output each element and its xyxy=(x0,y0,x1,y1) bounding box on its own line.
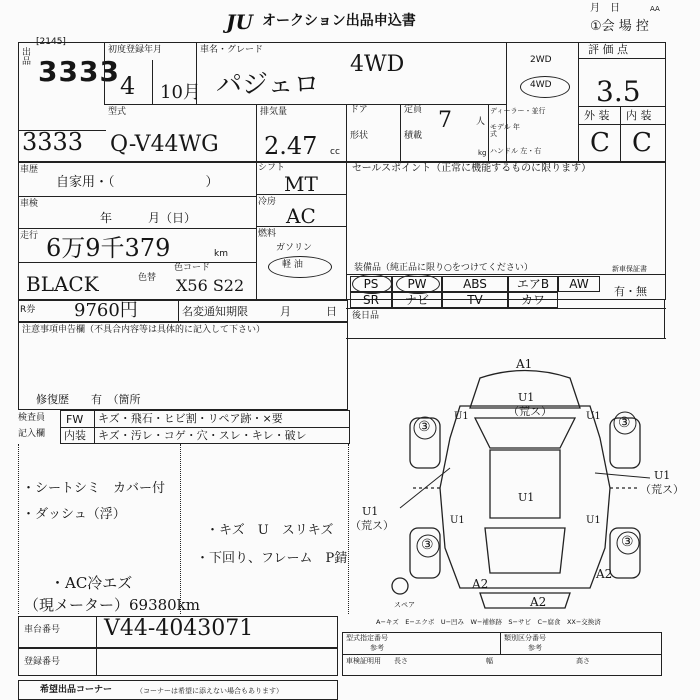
first-reg-year: 4 xyxy=(120,72,136,100)
mark-a2-right: A2 xyxy=(596,567,613,581)
displacement-value: 2.47 xyxy=(264,132,318,160)
note-5: ・AC冷エズ xyxy=(50,574,133,592)
mark-three-rr: ③ xyxy=(621,534,634,550)
mark-u-center: U1 xyxy=(518,491,535,504)
equip-ps: PS xyxy=(350,276,392,292)
note-2: ・ダッシュ（浮） xyxy=(22,507,126,522)
equip-pw-circle xyxy=(396,274,440,294)
ju-logo: JU xyxy=(226,10,253,34)
recycle-month: 月 xyxy=(280,305,291,318)
type-spec-ref1: 参考 xyxy=(370,644,384,652)
grade-label: 評 価 点 xyxy=(588,43,628,56)
car-name-label: 車名・グレード xyxy=(200,45,264,55)
inner-value: C xyxy=(632,128,652,158)
vin-label: 車台番号 xyxy=(24,625,61,635)
vin-value: V44-4043071 xyxy=(104,616,254,641)
equip-pw: PW xyxy=(392,276,442,292)
dims-label: 車検証明用 xyxy=(346,657,381,665)
equip-sr: SR xyxy=(350,292,392,308)
inspector-row2: キズ・汚レ・コゲ・穴・スレ・キレ・破レ xyxy=(98,429,307,442)
lot-side-label: 出品 xyxy=(20,47,30,65)
kg-label: kg xyxy=(478,149,487,157)
inspector-fw: FW xyxy=(66,413,84,426)
after-inspection-label: 後日品 xyxy=(352,311,380,321)
equip-aw: AW xyxy=(558,276,600,292)
aa-label: AA xyxy=(650,5,660,13)
drive-4wd: 4WD xyxy=(530,80,552,90)
recycle-day: 日 xyxy=(326,305,337,318)
recycle-label: R券 xyxy=(20,305,36,315)
form-title: オークション出品申込書 xyxy=(262,13,416,29)
mark-a2-mid: A2 xyxy=(530,595,547,609)
mark-three-rf: ③ xyxy=(618,415,631,431)
venue-copy-label: ①会 場 控 xyxy=(590,19,649,34)
equip-tv: TV xyxy=(442,292,508,308)
color-value: BLACK xyxy=(26,272,99,296)
repair-history-label: 修復歴 有 （箇所 xyxy=(36,393,141,406)
mark-u-top: U1 xyxy=(518,391,535,404)
name-change-label: 名変通知期限 xyxy=(182,305,248,318)
note-4: ・下回り、フレーム P錆 xyxy=(196,551,348,566)
shape-label: 形状 xyxy=(350,131,369,141)
equip-airbag: エアB xyxy=(508,276,558,292)
reg-label: 登録番号 xyxy=(24,657,61,667)
shift-label: シフト xyxy=(258,163,286,173)
dims-len: 長さ xyxy=(394,657,408,665)
mark-spare: スペア xyxy=(394,601,415,609)
mileage-label: 走行 xyxy=(20,231,39,241)
inspector-row1: キズ・飛石・ヒビ割・リペア跡・×要 xyxy=(98,412,283,425)
fuel-diesel: 軽 油 xyxy=(282,260,303,270)
new-warranty-value: 有・無 xyxy=(614,285,647,298)
mark-u-top2: （荒ス） xyxy=(508,405,552,418)
lot-number: 3333 xyxy=(38,55,120,88)
doors-label: ドア xyxy=(350,105,368,115)
model-value: Q-V44WG xyxy=(110,132,219,157)
inspector-interior: 内装 xyxy=(64,429,86,442)
load-label: 積載 xyxy=(404,131,423,141)
equip-leather: カワ xyxy=(508,292,558,308)
mileage-unit: km xyxy=(214,249,228,259)
mark-u-rf: U1 xyxy=(586,411,601,422)
mark-u-left: U1 xyxy=(362,505,379,518)
type-spec-label1: 型式指定番号 xyxy=(346,634,388,642)
car-name-value: パジェロ xyxy=(216,70,320,100)
dealer-label: ディーラー・並行 xyxy=(490,107,546,115)
inspection-label: 車検 xyxy=(20,199,39,209)
capacity-label: 定員 xyxy=(404,105,423,115)
fuel-label: 燃料 xyxy=(258,229,277,239)
inspector-label2: 記入欄 xyxy=(18,429,46,439)
reg-box xyxy=(18,648,338,676)
color-code: X56 S22 xyxy=(176,276,245,295)
car-name-extra: 4WD xyxy=(350,52,405,77)
outer-label: 外 装 xyxy=(584,109,610,122)
first-reg-label: 初度登録年月 xyxy=(108,45,163,55)
drive-2wd: 2WD xyxy=(530,55,552,65)
inspector-label1: 検査員 xyxy=(18,413,46,423)
equip-navi: ナビ xyxy=(392,292,442,308)
equipment-label: 装備品（純正品に限り○をつけてください） xyxy=(354,263,533,273)
model-label: 型式 xyxy=(108,107,127,117)
mark-three-lr: ③ xyxy=(421,537,434,553)
equip-abs: ABS xyxy=(442,276,508,292)
inner-label: 内 装 xyxy=(626,109,652,122)
model-year-label: モデル 年式 xyxy=(490,123,520,138)
capacity-value: 7 xyxy=(438,108,452,133)
dims-width: 幅 xyxy=(486,657,493,665)
new-warranty-label: 新車保証書 xyxy=(612,265,647,273)
handle-label: ハンドル 左・右 xyxy=(490,147,542,155)
wish-corner-note: （コーナーは希望に添えない場合もあります） xyxy=(136,687,283,695)
model-prefix: 3333 xyxy=(22,128,84,156)
notes-label: 注意事項申告欄（不具合内容等は具体的に記入して下さい） xyxy=(22,325,266,335)
color-no-label: 色替 xyxy=(138,273,157,283)
mark-u-lf: U1 xyxy=(454,411,469,422)
mark-u-right: U1 xyxy=(654,469,671,482)
mark-u-rear-left: U1 xyxy=(450,515,465,526)
damage-legend: A−キズ E−エクボ U−凹み W−補修跡 S−サビ C−腐食 XX−交換済 xyxy=(376,618,601,626)
displacement-unit: cc xyxy=(330,147,340,157)
history-value: 自家用・（ ） xyxy=(56,175,219,190)
history-label: 車歴 xyxy=(20,165,39,175)
note-3: ・キズ U スリキズ xyxy=(206,523,334,538)
capacity-unit: 人 xyxy=(476,117,486,127)
outer-value: C xyxy=(590,128,610,158)
mark-a2-left: A2 xyxy=(472,577,489,591)
mark-u-left-sub: （荒ス） xyxy=(350,519,394,532)
ac-label: 冷房 xyxy=(258,197,277,207)
mark-three-lf: ③ xyxy=(418,419,431,435)
mark-a1: A1 xyxy=(516,357,533,371)
type-spec-ref2: 参考 xyxy=(528,644,542,652)
recycle-value: 9760円 xyxy=(74,300,138,321)
first-reg-month: 10月 xyxy=(160,82,201,103)
ac-value: AC xyxy=(286,204,316,228)
mark-u-rear-right: U1 xyxy=(586,515,601,526)
grade-value: 3.5 xyxy=(596,75,641,108)
sales-point-label: セールスポイント（正常に機能するものに限ります） xyxy=(352,163,592,174)
inspection-value: 年 月（日） xyxy=(100,211,197,225)
type-spec-label2: 類別区分番号 xyxy=(504,634,546,642)
color-code-label: 色コード xyxy=(174,263,211,273)
displacement-label: 排気量 xyxy=(260,107,288,117)
dims-height: 高さ xyxy=(576,657,590,665)
mark-u-right-sub: （荒ス） xyxy=(640,483,684,496)
equip-ps-circle xyxy=(352,274,392,294)
lot-tag: [2145] xyxy=(36,37,66,47)
note-6: （現メーター）69380km xyxy=(24,596,201,614)
wish-corner-label: 希望出品コーナー xyxy=(40,685,113,695)
fuel-gasoline: ガソリン xyxy=(276,243,313,253)
date-label: 月 日 xyxy=(590,3,620,14)
shift-value: MT xyxy=(284,172,318,196)
mileage-value: 6万9千379 xyxy=(46,234,171,262)
note-1: ・シートシミ カバー付 xyxy=(22,481,166,496)
